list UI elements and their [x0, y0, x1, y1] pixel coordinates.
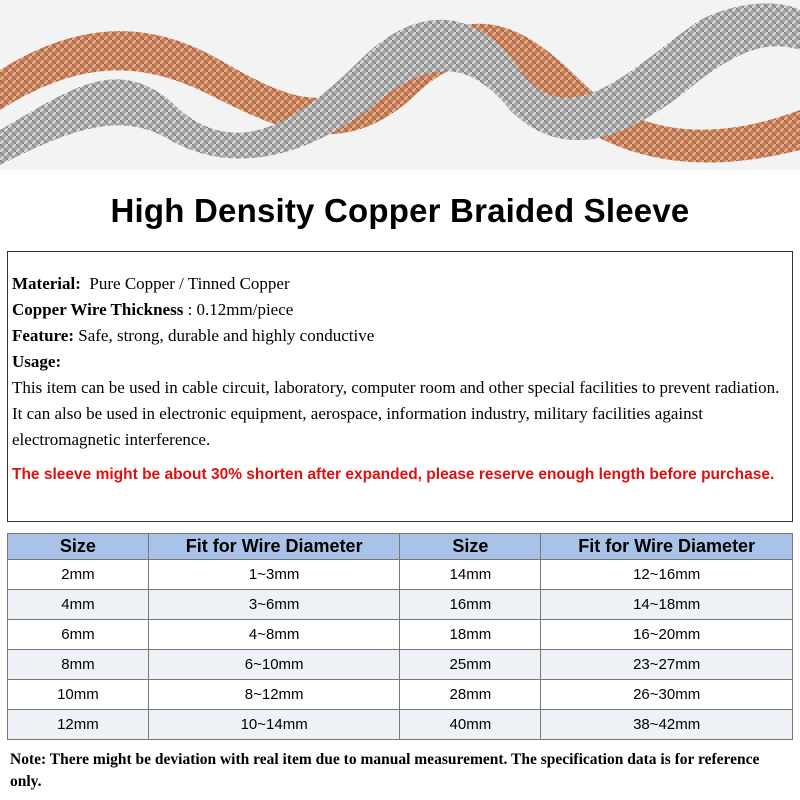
table-row: [8, 620, 793, 650]
table-cell: 14~18mm: [541, 590, 793, 620]
page-title: High Density Copper Braided Sleeve: [110, 192, 690, 229]
feature-line: [12, 323, 788, 349]
table-cell: 10~14mm: [148, 710, 400, 740]
table-row: [8, 650, 793, 680]
table-cell: 25mm: [400, 650, 541, 680]
table-cell: 6mm: [8, 620, 149, 650]
table-header-row: [8, 534, 793, 560]
product-photo: [0, 0, 800, 170]
usage-line: [12, 349, 788, 375]
feature-label: Feature:: [12, 326, 74, 345]
table-row: [8, 560, 793, 590]
table-cell: 3~6mm: [148, 590, 400, 620]
table-cell: 8~12mm: [148, 680, 400, 710]
table-cell: 4~8mm: [148, 620, 400, 650]
table-cell: 10mm: [8, 680, 149, 710]
table-cell: 4mm: [8, 590, 149, 620]
table-row: [8, 590, 793, 620]
table-cell: 1~3mm: [148, 560, 400, 590]
header-diameter-1: Fit for Wire Diameter: [148, 534, 400, 560]
table-cell: 2mm: [8, 560, 149, 590]
thickness-value: : 0.12mm/piece: [187, 300, 294, 319]
note-text: Note: There might be deviation with real item due to manual measurement. The specification data is for reference only.: [10, 751, 760, 790]
header-diameter-2: Fit for Wire Diameter: [541, 534, 793, 560]
thickness-label: Copper Wire Thickness: [12, 300, 184, 319]
table-cell: 8mm: [8, 650, 149, 680]
warning-text: The sleeve might be about 30% shorten after expanded, please reserve enough length before purchase.: [12, 466, 775, 483]
material-line: [12, 271, 788, 297]
table-cell: 28mm: [400, 680, 541, 710]
size-table: [7, 533, 793, 740]
table-cell: 6~10mm: [148, 650, 400, 680]
feature-value: Safe, strong, durable and highly conductive: [78, 326, 375, 345]
table-cell: 16mm: [400, 590, 541, 620]
header-size-1: Size: [8, 534, 149, 560]
braided-sleeve-illustration: [0, 0, 800, 170]
table-row: [8, 680, 793, 710]
table-cell: 18mm: [400, 620, 541, 650]
table-cell: 14mm: [400, 560, 541, 590]
material-value: Pure Copper / Tinned Copper: [89, 274, 290, 293]
table-cell: 16~20mm: [541, 620, 793, 650]
usage-text: This item can be used in cable circuit, laboratory, computer room and other special facilities to prevent radiation. It can also be used in electronic equipment, aerospace, information industry, military facilities against electromagnetic interference.: [12, 378, 780, 449]
table-cell: 38~42mm: [541, 710, 793, 740]
table-row: [8, 710, 793, 740]
usage-label: Usage:: [12, 352, 62, 371]
table-cell: 26~30mm: [541, 680, 793, 710]
header-size-2: Size: [400, 534, 541, 560]
table-cell: 12mm: [8, 710, 149, 740]
table-cell: 12~16mm: [541, 560, 793, 590]
table-cell: 40mm: [400, 710, 541, 740]
material-label: Material:: [12, 274, 81, 293]
table-cell: 23~27mm: [541, 650, 793, 680]
thickness-line: [12, 297, 788, 323]
product-info-box: [7, 251, 793, 522]
